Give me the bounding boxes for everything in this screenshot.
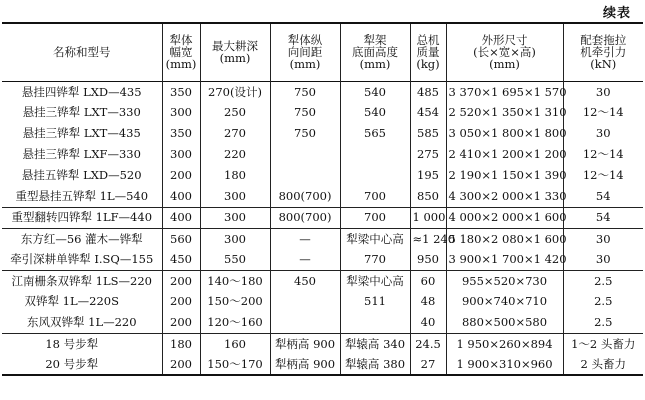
cell-name: 东风双铧犁 1L—220 <box>26 315 137 330</box>
cell-width: 400 <box>162 186 200 207</box>
cell-depth: 180 <box>200 165 270 186</box>
cell-spacing: 800(700) <box>270 186 340 207</box>
cell-name: 牵引深耕单铧犁 I.SQ—155 <box>10 252 154 267</box>
cell-force: 54 <box>563 207 643 228</box>
cell-spacing <box>270 165 340 186</box>
cell-name: 重型翻转四铧犁 1LF—440 <box>2 207 162 228</box>
cell-dims: 4 000×2 000×1 600 <box>446 207 563 228</box>
header-tractor-force: 配套拖拉 机牵引力 (kN) <box>563 23 643 81</box>
plow-spec-table <box>2 22 643 376</box>
cell-depth: 550 <box>200 249 270 270</box>
table-row <box>2 81 643 102</box>
cell-dims: 3 050×1 800×1 800 <box>446 123 563 144</box>
table-row <box>2 186 643 207</box>
cell-depth: 270 <box>200 123 270 144</box>
cell-dims: 4 300×2 000×1 330 <box>446 186 563 207</box>
cell-force: 2.5 <box>563 270 643 291</box>
cell-mass: 585 <box>410 123 446 144</box>
cell-dims: 955×520×730 <box>446 270 563 291</box>
cell-force: 12～14 <box>563 102 643 123</box>
cell-depth: 150～200 <box>200 291 270 312</box>
cell-width: 350 <box>162 123 200 144</box>
cell-spacing: 犁柄高 900 <box>270 354 340 375</box>
cell-depth: 160 <box>200 333 270 354</box>
cell-force: 2.5 <box>563 312 643 333</box>
cell-spacing: 750 <box>270 123 340 144</box>
cell-mass: ≈1 240 <box>410 228 446 249</box>
cell-mass: 454 <box>410 102 446 123</box>
cell-name: 悬挂三铧犁 LXT—330 <box>22 105 141 120</box>
header-name-model: 名称和型号 <box>53 45 111 60</box>
cell-dims: 900×740×710 <box>446 291 563 312</box>
header-frame-height: 犁架 底面高度 (mm) <box>340 23 410 81</box>
cell-spacing: 800(700) <box>270 207 340 228</box>
table-row <box>2 123 643 144</box>
header-max-depth: 最大耕深 (mm) <box>200 23 270 81</box>
header-outline-dimensions: 外形尺寸 (长×宽×高) (mm) <box>446 23 563 81</box>
cell-mass: 275 <box>410 144 446 165</box>
table-row <box>2 207 643 228</box>
table-row <box>2 249 643 270</box>
cell-dims: 1 950×260×894 <box>446 333 563 354</box>
cell-frame-height: 犁梁中心高 <box>340 270 410 291</box>
cell-name: 悬挂五铧犁 LXD—520 <box>21 168 142 183</box>
cell-width: 200 <box>162 270 200 291</box>
cell-force: 30 <box>563 81 643 102</box>
cell-mass: 40 <box>410 312 446 333</box>
table-row <box>2 228 643 249</box>
cell-mass: 195 <box>410 165 446 186</box>
cell-depth: 300 <box>200 207 270 228</box>
cell-frame-height <box>340 165 410 186</box>
header-plow-width: 犁体 幅宽 (mm) <box>162 23 200 81</box>
cell-name: 重型悬挂五铧犁 1L—540 <box>15 189 149 204</box>
table-row <box>2 270 643 291</box>
cell-name: 悬挂三铧犁 LXF—330 <box>22 147 141 162</box>
cell-force: 1～2 头畜力 <box>563 333 643 354</box>
cell-mass: 60 <box>410 270 446 291</box>
cell-depth: 140～180 <box>200 270 270 291</box>
cell-force: 30 <box>563 123 643 144</box>
cell-name: 双铧犁 1L—220S <box>24 294 119 309</box>
cell-width: 200 <box>162 291 200 312</box>
cell-name: 悬挂三铧犁 LXT—435 <box>22 126 141 141</box>
cell-name: 东方红—56 灌木—铧犁 <box>2 228 162 249</box>
cell-spacing: 750 <box>270 81 340 102</box>
cell-frame-height: 700 <box>340 186 410 207</box>
cell-force: 2.5 <box>563 291 643 312</box>
cell-mass: 48 <box>410 291 446 312</box>
table-row <box>2 102 643 123</box>
cell-dims: 2 520×1 350×1 310 <box>446 102 563 123</box>
header-row <box>2 23 643 81</box>
cell-name: 18 号步犁 <box>2 333 162 354</box>
cell-force: 30 <box>563 249 643 270</box>
cell-frame-height: 犁辕高 380 <box>340 354 410 375</box>
cell-frame-height <box>340 312 410 333</box>
cell-frame-height: 700 <box>340 207 410 228</box>
cell-mass: 24.5 <box>410 333 446 354</box>
cell-depth: 300 <box>200 186 270 207</box>
cell-force: 30 <box>563 228 643 249</box>
cell-name: 江南栅条双铧犁 1LS—220 <box>2 270 162 291</box>
table-row <box>2 165 643 186</box>
cell-mass: 485 <box>410 81 446 102</box>
cell-depth: 150～170 <box>200 354 270 375</box>
cell-frame-height: 犁辕高 340 <box>340 333 410 354</box>
cell-dims: 3 900×1 700×1 420 <box>446 249 563 270</box>
table-row <box>2 333 643 354</box>
cell-frame-height: 565 <box>340 123 410 144</box>
cell-spacing: 750 <box>270 102 340 123</box>
table-row <box>2 354 643 375</box>
cell-width: 200 <box>162 312 200 333</box>
cell-dims: 880×500×580 <box>446 312 563 333</box>
table-row <box>2 291 643 312</box>
cell-width: 450 <box>162 249 200 270</box>
cell-width: 200 <box>162 165 200 186</box>
cell-frame-height: 犁梁中心高 <box>340 228 410 249</box>
cell-depth: 270(设计) <box>200 81 270 102</box>
cell-width: 300 <box>162 102 200 123</box>
cell-spacing: — <box>270 249 340 270</box>
header-total-mass: 总机 质量 (kg) <box>410 23 446 81</box>
cell-depth: 120～160 <box>200 312 270 333</box>
cell-dims: 2 190×1 150×1 390 <box>446 165 563 186</box>
cell-spacing <box>270 291 340 312</box>
cell-depth: 300 <box>200 228 270 249</box>
cell-name: 悬挂四铧犁 LXD—435 <box>21 84 142 99</box>
cell-dims: 3 370×1 695×1 570 <box>446 81 563 102</box>
cell-frame-height <box>340 144 410 165</box>
cell-frame-height: 511 <box>340 291 410 312</box>
cell-mass: 27 <box>410 354 446 375</box>
cell-dims: 1 900×310×960 <box>446 354 563 375</box>
cell-mass: 950 <box>410 249 446 270</box>
cell-width: 350 <box>162 81 200 102</box>
cell-width: 400 <box>162 207 200 228</box>
header-longitudinal-spacing: 犁体纵 向间距 (mm) <box>270 23 340 81</box>
cell-force: 12～14 <box>563 165 643 186</box>
cell-mass: 1 000 <box>410 207 446 228</box>
cell-frame-height: 770 <box>340 249 410 270</box>
cell-frame-height: 540 <box>340 102 410 123</box>
cell-spacing <box>270 312 340 333</box>
cell-force: 54 <box>563 186 643 207</box>
continued-label: 续表 <box>602 6 631 21</box>
cell-width: 300 <box>162 144 200 165</box>
table-row <box>2 144 643 165</box>
cell-spacing: — <box>270 228 340 249</box>
cell-depth: 220 <box>200 144 270 165</box>
cell-force: 2 头畜力 <box>563 354 643 375</box>
cell-width: 560 <box>162 228 200 249</box>
cell-spacing <box>270 144 340 165</box>
cell-depth: 250 <box>200 102 270 123</box>
cell-dims: 5 180×2 080×1 600 <box>446 228 563 249</box>
table-row <box>2 312 643 333</box>
cell-width: 200 <box>162 354 200 375</box>
cell-dims: 2 410×1 200×1 200 <box>446 144 563 165</box>
cell-frame-height: 540 <box>340 81 410 102</box>
cell-width: 180 <box>162 333 200 354</box>
cell-spacing: 犁柄高 900 <box>270 333 340 354</box>
cell-mass: 850 <box>410 186 446 207</box>
cell-force: 12～14 <box>563 144 643 165</box>
cell-name: 20 号步犁 <box>45 356 99 371</box>
cell-spacing: 450 <box>270 270 340 291</box>
